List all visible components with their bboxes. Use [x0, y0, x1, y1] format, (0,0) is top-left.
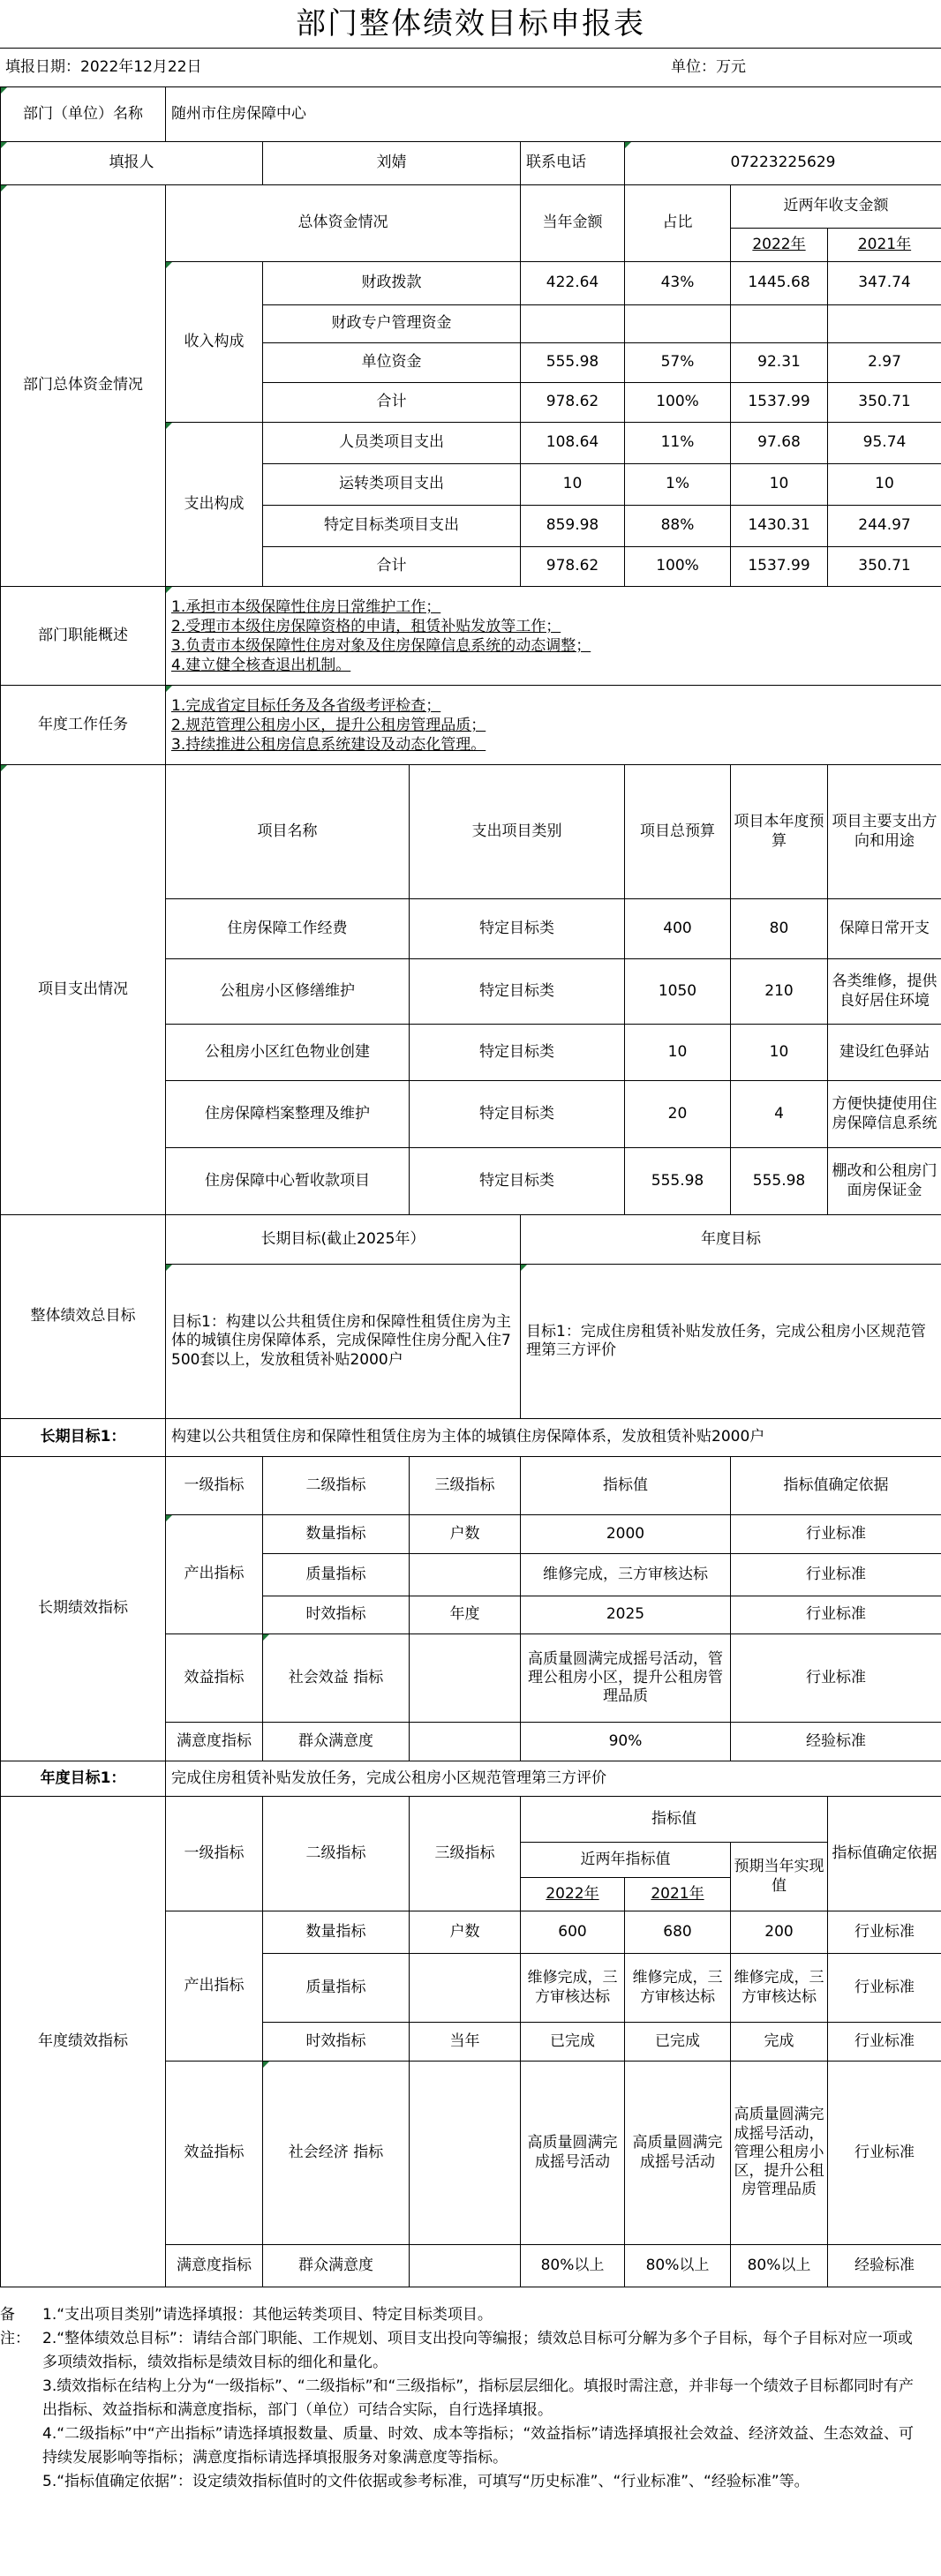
funds-recent-header: 近两年收支金额 — [731, 185, 941, 229]
income-2022: 92.31 — [731, 343, 828, 383]
expense-2021: 95.74 — [828, 423, 941, 464]
project-total: 400 — [625, 899, 731, 959]
income-name: 合计 — [263, 383, 521, 423]
expense-amount: 10 — [521, 464, 625, 506]
funds-2022-header: 2022年 — [731, 229, 828, 262]
long-perf-h1: 一级指标 — [166, 1457, 263, 1515]
income-ratio: 57% — [625, 343, 731, 383]
year-basis: 经验标准 — [828, 2245, 941, 2287]
note-item: 2.“整体绩效总目标”：请结合部门职能、工作规划、项目支出投向等编报；绩效总目标可分解为多个子目标，每个子目标对应一项或多项绩效指标，绩效指标是绩效目标的细化和量化。 — [42, 2330, 913, 2371]
income-amount: 422.64 — [521, 262, 625, 305]
income-ratio: 43% — [625, 262, 731, 305]
long-value: 2025 — [521, 1596, 731, 1634]
long-value: 维修完成，三方审核达标 — [521, 1554, 731, 1596]
income-ratio: 100% — [625, 383, 731, 423]
year-perf-h3: 三级指标 — [410, 1797, 521, 1911]
project-use: 棚改和公租房门面房保证金 — [828, 1148, 941, 1215]
duties-list — [166, 587, 941, 686]
long-basis: 行业标准 — [731, 1634, 941, 1723]
year-perf-basis-header: 指标值确定依据 — [828, 1797, 941, 1911]
projects-year-header: 项目本年度预算 — [731, 765, 828, 899]
long-benefit-label: 效益指标 — [166, 1634, 263, 1723]
project-use: 建设红色驿站 — [828, 1025, 941, 1081]
year-l2: 数量指标 — [263, 1911, 410, 1954]
project-total: 10 — [625, 1025, 731, 1081]
project-total: 1050 — [625, 959, 731, 1025]
filler-label: 填报人 — [1, 142, 263, 185]
project-year: 80 — [731, 899, 828, 959]
long-l3 — [410, 1554, 521, 1596]
project-name: 公租房小区修缮维护 — [166, 959, 410, 1025]
dept-value: 随州市住房保障中心 — [166, 87, 941, 142]
long-l3: 户数 — [410, 1515, 521, 1554]
year-expect: 完成 — [731, 2023, 828, 2062]
task-item: 1.完成省定目标任务及各省级考评检查； — [171, 696, 441, 715]
duty-item: 2.受理市本级住房保障资格的申请，租赁补贴发放等工作； — [171, 617, 561, 635]
project-type: 特定目标类 — [410, 1081, 625, 1148]
project-type: 特定目标类 — [410, 959, 625, 1025]
expense-name: 特定目标类项目支出 — [263, 506, 521, 547]
year-expect: 高质量圆满完成摇号活动，管理公租房小区，提升公租房管理品质 — [731, 2062, 828, 2245]
projects-label: 项目支出情况 — [1, 765, 166, 1215]
year-l3 — [410, 2062, 521, 2245]
expense-amount: 108.64 — [521, 423, 625, 464]
tasks-label: 年度工作任务 — [1, 686, 166, 765]
income-2021: 347.74 — [828, 262, 941, 305]
project-use: 保障日常开支 — [828, 899, 941, 959]
fill-date: 填报日期：2022年12月22日 — [5, 58, 202, 76]
long-l3: 年度 — [410, 1596, 521, 1634]
year-l3: 当年 — [410, 2023, 521, 2062]
year-basis: 行业标准 — [828, 2023, 941, 2062]
year-basis: 行业标准 — [828, 1954, 941, 2023]
income-amount: 555.98 — [521, 343, 625, 383]
form-title: 部门整体绩效目标申报表 — [0, 0, 941, 49]
year-perf-recent-header: 近两年指标值 — [521, 1843, 731, 1878]
filler-value: 刘婧 — [263, 142, 521, 185]
overall-long-header: 长期目标(截止2025年） — [166, 1215, 521, 1265]
duty-item: 3.负责市本级保障性住房对象及住房保障信息系统的动态调整； — [171, 636, 591, 655]
project-use: 各类维修，提供良好居住环境 — [828, 959, 941, 1025]
funds-overall-header: 总体资金情况 — [166, 185, 521, 262]
projects-total-header: 项目总预算 — [625, 765, 731, 899]
year-perf-h2: 二级指标 — [263, 1797, 410, 1911]
long-basis: 经验标准 — [731, 1723, 941, 1761]
project-total: 555.98 — [625, 1148, 731, 1215]
year-benefit-label: 效益指标 — [166, 2062, 263, 2245]
income-2022: 1537.99 — [731, 383, 828, 423]
long-value: 90% — [521, 1723, 731, 1761]
long-basis: 行业标准 — [731, 1596, 941, 1634]
funds-2021-header: 2021年 — [828, 229, 941, 262]
income-2022: 1445.68 — [731, 262, 828, 305]
long-value: 2000 — [521, 1515, 731, 1554]
long-l3 — [410, 1723, 521, 1761]
funds-section-label: 部门总体资金情况 — [1, 185, 166, 587]
year-expect: 维修完成，三方审核达标 — [731, 1954, 828, 2023]
project-year: 4 — [731, 1081, 828, 1148]
long-output-label: 产出指标 — [166, 1515, 263, 1634]
year-expect: 80%以上 — [731, 2245, 828, 2287]
long-l2: 社会效益 指标 — [263, 1634, 410, 1723]
dept-label: 部门（单位）名称 — [1, 87, 166, 142]
expense-2021: 244.97 — [828, 506, 941, 547]
year-l3 — [410, 1954, 521, 2023]
notes-label: 备注： — [0, 2306, 30, 2347]
long-basis: 行业标准 — [731, 1554, 941, 1596]
year-2022: 维修完成，三方审核达标 — [521, 1954, 625, 2023]
expense-amount: 859.98 — [521, 506, 625, 547]
phone-value: 07223225629 — [625, 142, 941, 185]
expense-name: 人员类项目支出 — [263, 423, 521, 464]
year-basis: 行业标准 — [828, 2062, 941, 2245]
long-l2: 时效指标 — [263, 1596, 410, 1634]
long-l2: 数量指标 — [263, 1515, 410, 1554]
long-perf-label: 长期绩效指标 — [1, 1457, 166, 1761]
funds-current-header: 当年金额 — [521, 185, 625, 262]
phone-label: 联系电话 — [521, 142, 625, 185]
project-type: 特定目标类 — [410, 1148, 625, 1215]
long-goal-label: 长期目标1： — [1, 1419, 166, 1457]
performance-table — [0, 86, 941, 2287]
year-2021: 高质量圆满完成摇号活动 — [625, 2062, 731, 2245]
long-l3 — [410, 1634, 521, 1723]
year-satisfaction-label: 满意度指标 — [166, 2245, 263, 2287]
income-name: 财政拨款 — [263, 262, 521, 305]
year-goal-text: 完成住房租赁补贴发放任务，完成公租房小区规范管理第三方评价 — [166, 1761, 941, 1797]
note-item: 4.“二级指标”中“产出指标”请选择填报数量、质量、时效、成本等指标；“效益指标”请选择填报社会效益、经济效益、生态效益、可持续发展影响等指标；满意度指标请选择填报服务对象满意度等指标。 — [42, 2425, 915, 2467]
overall-label: 整体绩效总目标 — [1, 1215, 166, 1419]
income-2021 — [828, 305, 941, 343]
duty-item: 1.承担市本级保障性住房日常维护工作； — [171, 597, 441, 616]
project-type: 特定目标类 — [410, 899, 625, 959]
expense-amount: 978.62 — [521, 547, 625, 587]
income-ratio — [625, 305, 731, 343]
project-year: 210 — [731, 959, 828, 1025]
overall-year-header: 年度目标 — [521, 1215, 941, 1265]
year-2021: 680 — [625, 1911, 731, 1954]
funds-ratio-header: 占比 — [625, 185, 731, 262]
expense-2021: 350.71 — [828, 547, 941, 587]
expense-2022: 1430.31 — [731, 506, 828, 547]
expense-ratio: 88% — [625, 506, 731, 547]
project-name: 公租房小区红色物业创建 — [166, 1025, 410, 1081]
income-name: 单位资金 — [263, 343, 521, 383]
expense-label: 支出构成 — [166, 423, 263, 587]
income-label: 收入构成 — [166, 262, 263, 423]
year-2021: 已完成 — [625, 2023, 731, 2062]
year-l2: 社会经济 指标 — [263, 2062, 410, 2245]
year-perf-2022-header: 2022年 — [521, 1878, 625, 1911]
long-perf-h2: 二级指标 — [263, 1457, 410, 1515]
project-name: 住房保障档案整理及维护 — [166, 1081, 410, 1148]
year-l2: 时效指标 — [263, 2023, 410, 2062]
year-l3 — [410, 2245, 521, 2287]
year-2022: 600 — [521, 1911, 625, 1954]
year-2022: 80%以上 — [521, 2245, 625, 2287]
project-name: 住房保障中心暂收款项目 — [166, 1148, 410, 1215]
expense-2022: 10 — [731, 464, 828, 506]
long-perf-h4: 指标值 — [521, 1457, 731, 1515]
year-goal-label: 年度目标1： — [1, 1761, 166, 1797]
year-perf-2021-header: 2021年 — [625, 1878, 731, 1911]
expense-ratio: 1% — [625, 464, 731, 506]
long-basis: 行业标准 — [731, 1515, 941, 1554]
income-amount — [521, 305, 625, 343]
income-amount: 978.62 — [521, 383, 625, 423]
task-item: 3.持续推进公租房信息系统建设及动态化管理。 — [171, 735, 486, 754]
year-perf-value-header: 指标值 — [521, 1797, 828, 1843]
year-l3: 户数 — [410, 1911, 521, 1954]
long-satisfaction-label: 满意度指标 — [166, 1723, 263, 1761]
year-l2: 质量指标 — [263, 1954, 410, 2023]
projects-name-header: 项目名称 — [166, 765, 410, 899]
expense-name: 运转类项目支出 — [263, 464, 521, 506]
income-2022 — [731, 305, 828, 343]
long-value: 高质量圆满完成摇号活动，管理公租房小区，提升公租房管理品质 — [521, 1634, 731, 1723]
unit-label: 单位：万元 — [671, 58, 746, 76]
project-year: 555.98 — [731, 1148, 828, 1215]
tasks-list — [166, 686, 941, 765]
year-perf-label: 年度绩效指标 — [1, 1797, 166, 2287]
long-l2: 质量指标 — [263, 1554, 410, 1596]
year-2022: 高质量圆满完成摇号活动 — [521, 2062, 625, 2245]
project-type: 特定目标类 — [410, 1025, 625, 1081]
year-output-label: 产出指标 — [166, 1911, 263, 2062]
year-l2: 群众满意度 — [263, 2245, 410, 2287]
long-l2: 群众满意度 — [263, 1723, 410, 1761]
income-2021: 2.97 — [828, 343, 941, 383]
year-perf-h1: 一级指标 — [166, 1797, 263, 1911]
income-2021: 350.71 — [828, 383, 941, 423]
notes-section — [0, 2303, 941, 2494]
expense-2022: 97.68 — [731, 423, 828, 464]
project-total: 20 — [625, 1081, 731, 1148]
duty-item: 4.建立健全核查退出机制。 — [171, 656, 351, 674]
long-perf-h3: 三级指标 — [410, 1457, 521, 1515]
year-2022: 已完成 — [521, 2023, 625, 2062]
projects-type-header: 支出项目类别 — [410, 765, 625, 899]
long-goal-text: 构建以公共租赁住房和保障性租赁住房为主体的城镇住房保障体系，发放租赁补贴2000户 — [166, 1419, 941, 1457]
project-year: 10 — [731, 1025, 828, 1081]
year-expect: 200 — [731, 1911, 828, 1954]
expense-ratio: 11% — [625, 423, 731, 464]
year-2021: 维修完成，三方审核达标 — [625, 1954, 731, 2023]
expense-2022: 1537.99 — [731, 547, 828, 587]
note-item: 5.“指标值确定依据”：设定绩效指标值时的文件依据或参考标准，可填写“历史标准”、“行业标准”、“经验标准”等。 — [42, 2473, 809, 2490]
project-use: 方便快捷使用住房保障信息系统 — [828, 1081, 941, 1148]
project-name: 住房保障工作经费 — [166, 899, 410, 959]
year-2021: 80%以上 — [625, 2245, 731, 2287]
expense-name: 合计 — [263, 547, 521, 587]
expense-ratio: 100% — [625, 547, 731, 587]
overall-long-text: 目标1：构建以公共租赁住房和保障性租赁住房为主体的城镇住房保障体系，完成保障性住房分配入住7500套以上，发放租赁补贴2000户 — [166, 1265, 521, 1419]
expense-2021: 10 — [828, 464, 941, 506]
task-item: 2.规范管理公租房小区，提升公租房管理品质； — [171, 716, 486, 734]
long-perf-h5: 指标值确定依据 — [731, 1457, 941, 1515]
year-perf-expect-header: 预期当年实现值 — [731, 1843, 828, 1911]
projects-use-header: 项目主要支出方向和用途 — [828, 765, 941, 899]
note-item: 3.绩效指标在结构上分为“一级指标”、“二级指标”和“三级指标”，指标层层细化。填报时需注意，并非每一个绩效子目标都同时有产出指标、效益指标和满意度指标，部门（单位）可结合实际，自行选择填报。 — [42, 2377, 915, 2419]
note-item: 1.“支出项目类别”请选择填报：其他运转类项目、特定目标类项目。 — [42, 2306, 493, 2324]
duties-label: 部门职能概述 — [1, 587, 166, 686]
overall-year-text: 目标1：完成住房租赁补贴发放任务，完成公租房小区规范管理第三方评价 — [521, 1265, 941, 1419]
year-basis: 行业标准 — [828, 1911, 941, 1954]
income-name: 财政专户管理资金 — [263, 305, 521, 343]
